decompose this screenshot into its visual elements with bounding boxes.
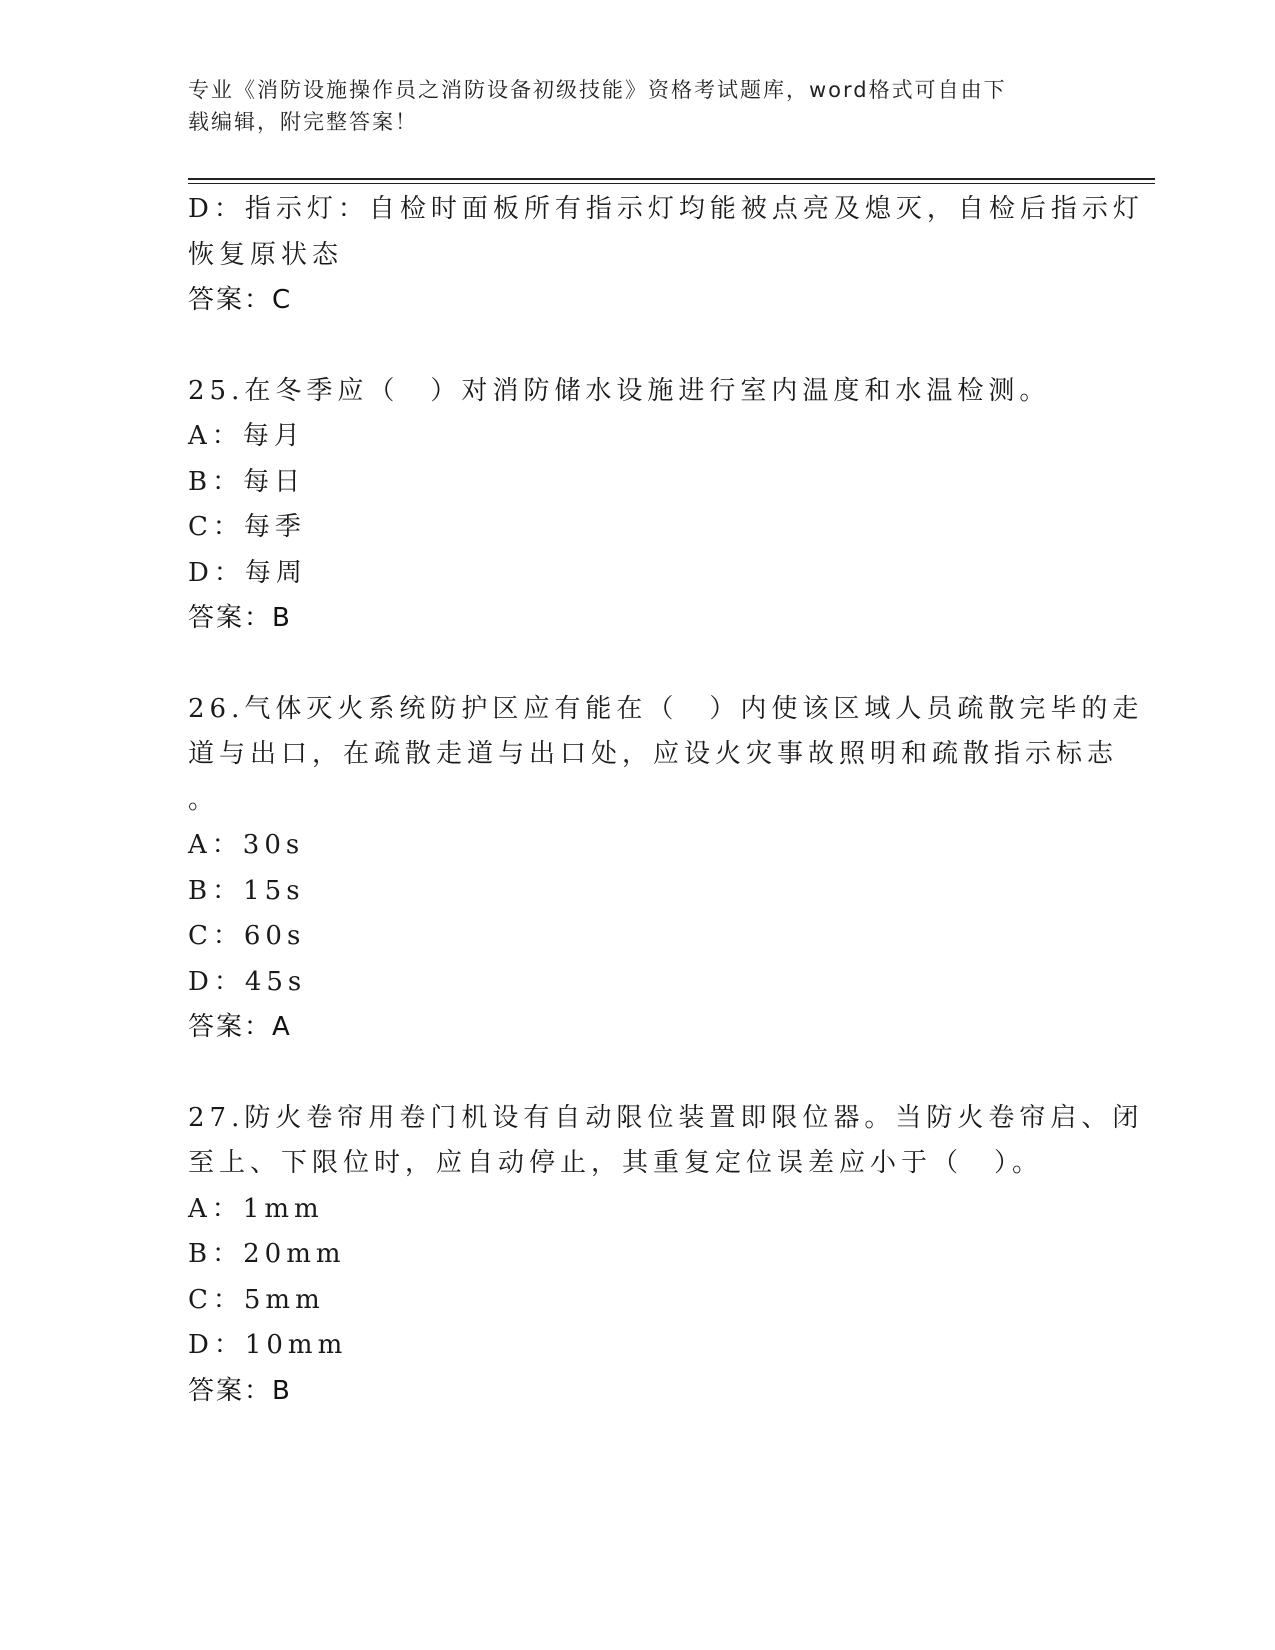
- option-b: B：每日: [188, 466, 306, 497]
- option-d: D：45s: [188, 966, 307, 997]
- question-stem: 27.防火卷帘用卷门机设有自动限位装置即限位器。当防火卷帘启、闭: [188, 1102, 1144, 1133]
- option-c: C：5mm: [188, 1284, 325, 1315]
- option-c: C：每季: [188, 512, 306, 542]
- spacer: [188, 1051, 1088, 1096]
- document-header: [188, 74, 1068, 138]
- option-d-continued: 恢复原状态: [188, 239, 344, 270]
- header-line-1: 专业《消防设施操作员之消防设备初级技能》资格考试题库，word格式可自由下: [188, 78, 1007, 102]
- option-a: A：30s: [188, 830, 305, 860]
- answer: 答案：B: [188, 603, 292, 633]
- option-a: A：1mm: [188, 1193, 324, 1224]
- answer: 答案：A: [188, 1012, 292, 1042]
- question-stem-continued: 。: [188, 784, 220, 815]
- question-stem: 25.在冬季应（ ）对消防储水设施进行室内温度和水温检测。: [188, 375, 1051, 406]
- question-stem-continued: 至上、下限位时，应自动停止，其重复定位误差应小于（ ）。: [188, 1148, 1044, 1178]
- spacer: [188, 324, 1088, 369]
- question-content: [188, 187, 1144, 1414]
- question-26: [188, 687, 1144, 1051]
- answer: 答案：B: [188, 1375, 292, 1406]
- option-d: D：10mm: [188, 1330, 348, 1360]
- question-stem-continued: 道与出口，在疏散走道与出口处，应设火灾事故照明和疏散指示标志: [188, 739, 1119, 769]
- option-a: A：每月: [188, 421, 305, 451]
- header-divider-thin: [188, 183, 1155, 184]
- header-divider-thick: [188, 178, 1155, 180]
- answer: 答案：C: [188, 285, 293, 315]
- option-b: B：20mm: [188, 1239, 346, 1269]
- question-stem: 26.气体灭火系统防护区应有能在（ ）内使该区域人员疏散完毕的走: [188, 693, 1144, 724]
- question-24-tail: [188, 187, 1144, 324]
- option-d: D：指示灯：自检时面板所有指示灯均能被点亮及熄灭，自检后指示灯: [188, 194, 1144, 224]
- option-b: B：15s: [188, 875, 305, 906]
- question-27: [188, 1096, 1144, 1415]
- question-25: [188, 369, 1088, 642]
- option-c: C：60s: [188, 921, 306, 951]
- spacer: [188, 642, 1088, 687]
- header-line-2: 载编辑，附完整答案！: [188, 110, 418, 134]
- option-d: D：每周: [188, 557, 307, 588]
